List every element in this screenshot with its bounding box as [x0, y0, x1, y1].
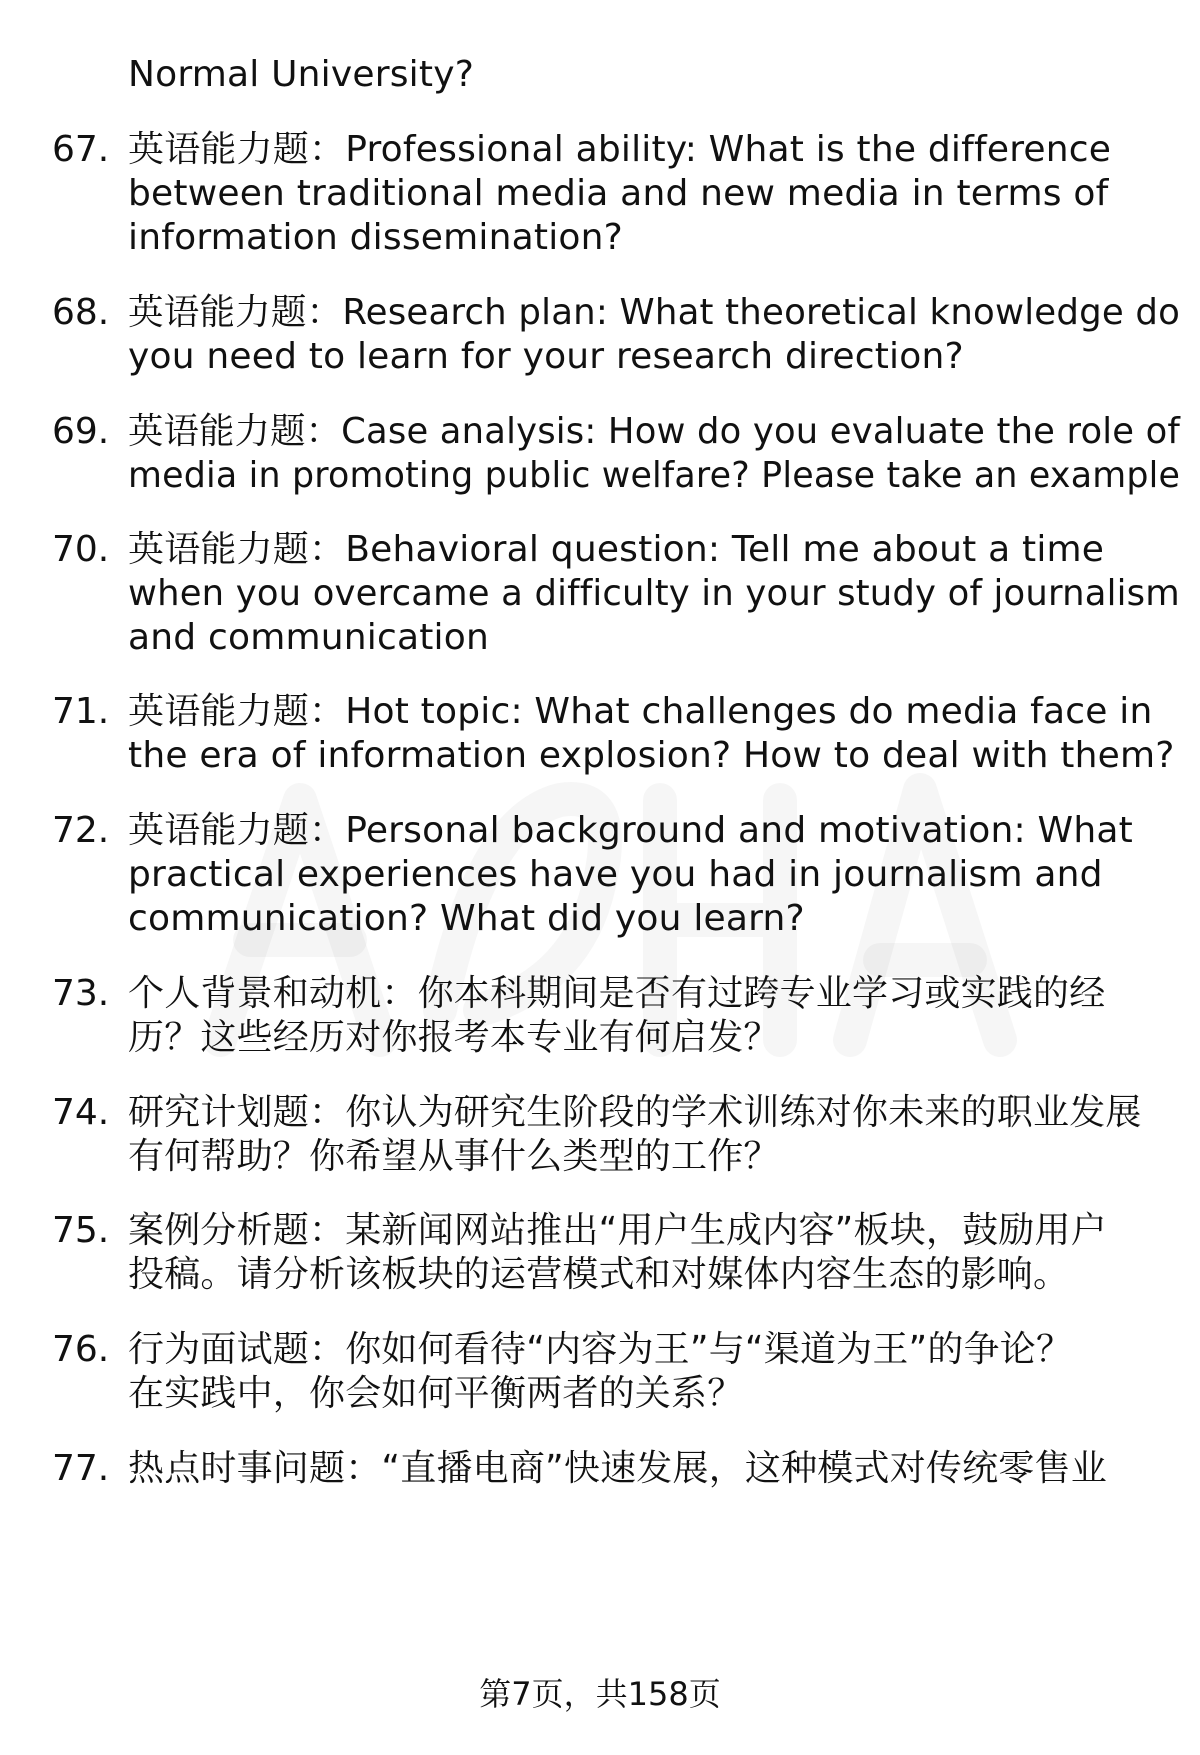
question-text-line: 研究计划题：你认为研究生阶段的学术训练对你未来的职业发展 [128, 1092, 1142, 1133]
question-number: 75. [52, 1210, 110, 1251]
question-text-line: practical experiences have you had in journalism and [128, 854, 1103, 895]
question-text-line: 英语能力题：Professional ability: What is the difference [128, 129, 1112, 170]
question-text-line: information dissemination? [128, 217, 623, 258]
page-number-footer: 第7页，共158页 [479, 1675, 721, 1713]
question-number: 69. [52, 411, 110, 452]
question-text-line: media in promoting public welfare? Please take an example [128, 455, 1181, 496]
question-number: 67. [52, 129, 110, 170]
question-number: 71. [52, 691, 110, 732]
question-text-line: and communication [128, 617, 489, 658]
question-text-line: 英语能力题：Hot topic: What challenges do media face in [128, 691, 1153, 732]
question-number: 76. [52, 1329, 110, 1370]
question-text-line: 案例分析题：某新闻网站推出“用户生成内容”板块，鼓励用户 [128, 1210, 1107, 1251]
question-number: 73. [52, 973, 110, 1014]
question-text-line: between traditional media and new media in terms of [128, 173, 1109, 214]
question-text-line: 热点时事问题：“直播电商”快速发展，这种模式对传统零售业 [128, 1448, 1107, 1489]
question-number: 70. [52, 529, 110, 570]
question-text-line: you need to learn for your research direction? [128, 336, 964, 377]
question-text-line: 英语能力题：Personal background and motivation: What [128, 810, 1133, 851]
question-number: 72. [52, 810, 110, 851]
question-text-line: 历？这些经历对你报考本专业有何启发？ [128, 1017, 780, 1058]
question-text-line: 英语能力题：Behavioral question: Tell me about a time [128, 529, 1105, 570]
question-number: 74. [52, 1092, 110, 1133]
question-text-line: the era of information explosion? How to deal with them? [128, 735, 1175, 776]
question-number: 77. [52, 1448, 110, 1489]
question-text-line: 在实践中，你会如何平衡两者的关系？ [128, 1373, 744, 1414]
question-text-line: 英语能力题：Case analysis: How do you evaluate the role of [128, 411, 1181, 452]
continuation-line: Normal University? [128, 54, 475, 95]
question-text-line: 有何帮助？你希望从事什么类型的工作？ [128, 1136, 780, 1177]
question-text-line: 投稿。请分析该板块的运营模式和对媒体内容生态的影响。 [128, 1254, 1070, 1295]
question-text-line: when you overcame a difficulty in your study of journalism [128, 573, 1180, 614]
question-text-line: 个人背景和动机：你本科期间是否有过跨专业学习或实践的经 [128, 973, 1106, 1014]
question-text-line: 行为面试题：你如何看待“内容为王”与“渠道为王”的争论？ [128, 1329, 1073, 1370]
question-number: 68. [52, 292, 110, 333]
question-text-line: 英语能力题：Research plan: What theoretical knowledge do [128, 292, 1181, 333]
question-text-line: communication? What did you learn? [128, 898, 805, 939]
